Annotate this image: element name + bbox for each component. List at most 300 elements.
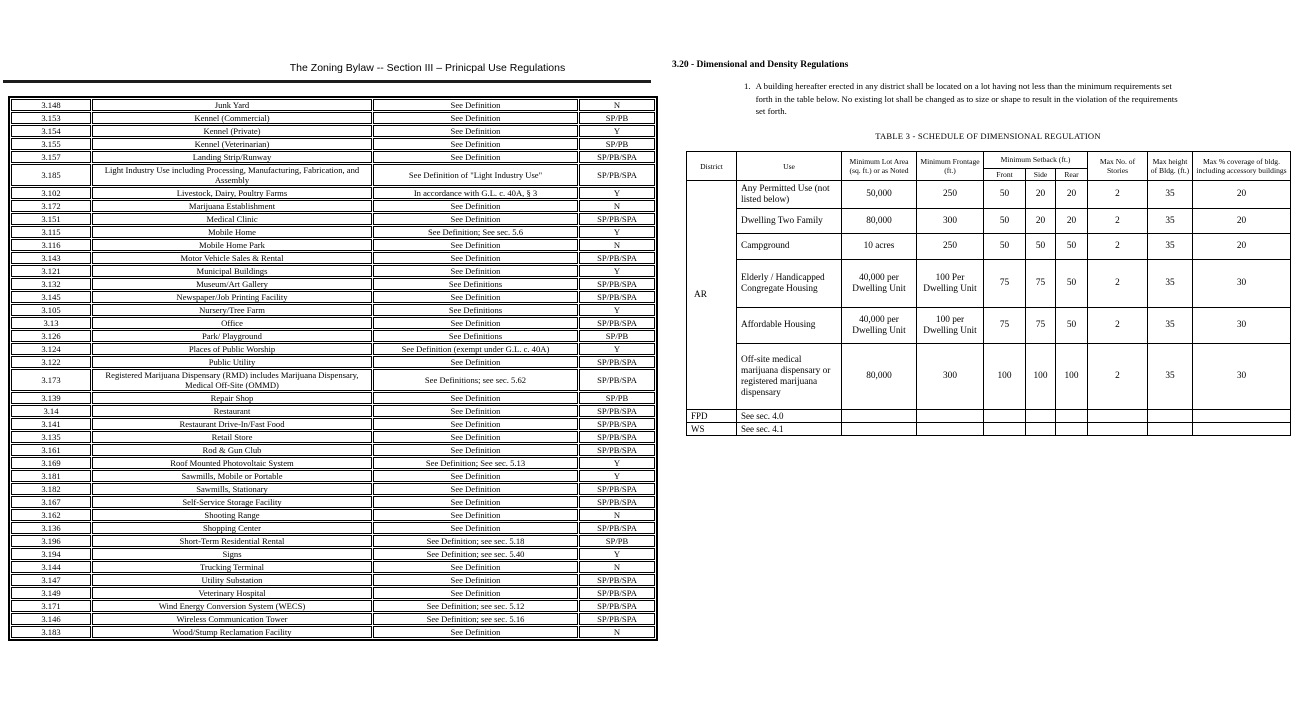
cell-use: Repair Shop: [92, 392, 372, 404]
table-row: [11, 613, 655, 625]
cell-definition: See Definition; see sec. 5.40: [373, 548, 578, 560]
cell-use: Landing Strip/Runway: [92, 151, 372, 163]
cell-section: 3.102: [11, 187, 91, 199]
cell-definition: See Definition: [373, 392, 578, 404]
cell-definition: See Definition: [373, 151, 578, 163]
cell-min-frontage: 300: [917, 344, 984, 410]
table-row: [687, 260, 1291, 308]
table-row: [687, 308, 1291, 344]
cell-max-coverage: 20: [1193, 181, 1291, 209]
table-row: [687, 423, 1291, 436]
cell-min-lot-area: 10 acres: [842, 234, 917, 260]
table-row: [11, 496, 655, 508]
table-row: [11, 125, 655, 137]
paragraph-text: A building hereafter erected in any district shall be located on a lot having not less than the minimum requirements set forth in the table below. No existing lot shall be changed as to size or shape to result in the violation of the requirements set forth.: [755, 81, 1178, 117]
cell-use: Signs: [92, 548, 372, 560]
cell-section: 3.185: [11, 164, 91, 186]
table-row: [11, 138, 655, 150]
cell-max-stories: 2: [1088, 209, 1148, 234]
cell-max-height: 35: [1148, 181, 1193, 209]
cell-use: Office: [92, 317, 372, 329]
cell-max-height: 35: [1148, 234, 1193, 260]
cell-use: Self-Service Storage Facility: [92, 496, 372, 508]
table-row: [11, 343, 655, 355]
cell-use: Veterinary Hospital: [92, 587, 372, 599]
cell-definition: See Definition: [373, 444, 578, 456]
cell-status: SP/PB/SPA: [579, 613, 655, 625]
cell-section: 3.146: [11, 613, 91, 625]
table-row: [11, 548, 655, 560]
table-row: [11, 369, 655, 391]
cell-section: 3.121: [11, 265, 91, 277]
cell-status: SP/PB/SPA: [579, 418, 655, 430]
table-row: [11, 200, 655, 212]
cell-use: Wireless Communication Tower: [92, 613, 372, 625]
cell-section: 3.14: [11, 405, 91, 417]
cell-definition: See Definition: [373, 125, 578, 137]
cell-definition: See Definition: [373, 431, 578, 443]
cell-status: SP/PB/SPA: [579, 405, 655, 417]
cell-definition: See Definition: [373, 138, 578, 150]
cell-section: 3.124: [11, 343, 91, 355]
cell-setback-side: 100: [1026, 344, 1056, 410]
cell-empty: [1148, 410, 1193, 423]
table-row: [11, 431, 655, 443]
cell-status: N: [579, 99, 655, 111]
cell-status: SP/PB/SPA: [579, 213, 655, 225]
table-row: [687, 344, 1291, 410]
cell-setback-front: 50: [984, 234, 1026, 260]
cell-definition: See Definition: [373, 356, 578, 368]
cell-max-stories: 2: [1088, 308, 1148, 344]
cell-status: SP/PB: [579, 138, 655, 150]
cell-use: Mobile Home: [92, 226, 372, 238]
cell-definition: See Definition: [373, 265, 578, 277]
cell-empty: [1148, 423, 1193, 436]
cell-empty: [1193, 423, 1291, 436]
cell-section: 3.132: [11, 278, 91, 290]
cell-definition: See Definition; see sec. 5.16: [373, 613, 578, 625]
cell-section: 3.161: [11, 444, 91, 456]
cell-use: Livestock, Dairy, Poultry Farms: [92, 187, 372, 199]
table-row: [11, 483, 655, 495]
cell-section: 3.126: [11, 330, 91, 342]
cell-min-frontage: 250: [917, 181, 984, 209]
table-row: [11, 99, 655, 111]
cell-definition: See Definition: [373, 509, 578, 521]
table-row: [11, 330, 655, 342]
cell-status: N: [579, 239, 655, 251]
cell-definition: See Definition; See sec. 5.6: [373, 226, 578, 238]
cell-use: Nursery/Tree Farm: [92, 304, 372, 316]
cell-setback-front: 50: [984, 181, 1026, 209]
cell-max-coverage: 20: [1193, 234, 1291, 260]
cell-definition: See Definitions: [373, 278, 578, 290]
cell-min-lot-area: 40,000 per Dwelling Unit: [842, 308, 917, 344]
cell-status: Y: [579, 548, 655, 560]
cell-status: SP/PB/SPA: [579, 483, 655, 495]
cell-max-height: 35: [1148, 209, 1193, 234]
cell-min-frontage: 100 Per Dwelling Unit: [917, 260, 984, 308]
cell-definition: See Definition; see sec. 5.18: [373, 535, 578, 547]
table-row: [11, 444, 655, 456]
table-row: [11, 574, 655, 586]
table-row: [11, 470, 655, 482]
cell-use: Junk Yard: [92, 99, 372, 111]
cell-district: WS: [687, 423, 737, 436]
cell-setback-side: 20: [1026, 181, 1056, 209]
header-max-stories: Max No. of Stories: [1088, 152, 1148, 181]
header-min-lot-area: Minimum Lot Area (sq. ft.) or as Noted: [842, 152, 917, 181]
cell-district: FPD: [687, 410, 737, 423]
cell-min-lot-area: 80,000: [842, 344, 917, 410]
cell-section: 3.171: [11, 600, 91, 612]
table-row: [11, 418, 655, 430]
table-row: [11, 278, 655, 290]
cell-definition: See Definition: [373, 587, 578, 599]
cell-use: Shopping Center: [92, 522, 372, 534]
cell-use: Rod & Gun Club: [92, 444, 372, 456]
cell-section: 3.105: [11, 304, 91, 316]
cell-status: Y: [579, 343, 655, 355]
cell-section: 3.141: [11, 418, 91, 430]
table-row: [687, 181, 1291, 209]
left-page-title: The Zoning Bylaw -- Section III – Prinicpal Use Regulations: [289, 62, 566, 74]
cell-empty: [984, 423, 1026, 436]
cell-setback-front: 100: [984, 344, 1026, 410]
cell-section: 3.136: [11, 522, 91, 534]
cell-empty: [1193, 410, 1291, 423]
cell-max-coverage: 30: [1193, 308, 1291, 344]
cell-use: Public Utility: [92, 356, 372, 368]
cell-use: Newspaper/Job Printing Facility: [92, 291, 372, 303]
cell-section: 3.139: [11, 392, 91, 404]
cell-definition: See Definition: [373, 561, 578, 573]
cell-setback-side: 75: [1026, 308, 1056, 344]
cell-max-coverage: 30: [1193, 260, 1291, 308]
cell-status: SP/PB/SPA: [579, 356, 655, 368]
cell-setback-front: 75: [984, 308, 1026, 344]
cell-status: SP/PB/SPA: [579, 431, 655, 443]
cell-use: Off-site medical marijuana dispensary or registered marijuana dispensary: [737, 344, 842, 410]
cell-setback-front: 50: [984, 209, 1026, 234]
cell-section: 3.145: [11, 291, 91, 303]
cell-status: SP/PB/SPA: [579, 587, 655, 599]
cell-use: Sawmills, Mobile or Portable: [92, 470, 372, 482]
cell-setback-rear: 100: [1056, 344, 1088, 410]
cell-status: SP/PB/SPA: [579, 291, 655, 303]
cell-definition: See Definition: [373, 574, 578, 586]
table-row: [687, 234, 1291, 260]
cell-definition: See Definitions: [373, 330, 578, 342]
cell-use: See sec. 4.0: [737, 410, 842, 423]
cell-use: Wood/Stump Reclamation Facility: [92, 626, 372, 638]
header-min-setback: Minimum Setback (ft.): [984, 152, 1088, 169]
cell-use: Any Permitted Use (not listed below): [737, 181, 842, 209]
cell-max-stories: 2: [1088, 344, 1148, 410]
header-use: Use: [737, 152, 842, 181]
cell-setback-rear: 50: [1056, 234, 1088, 260]
table-row: [11, 213, 655, 225]
cell-definition: See Definition: [373, 99, 578, 111]
cell-section: 3.115: [11, 226, 91, 238]
cell-definition: See Definition of "Light Industry Use": [373, 164, 578, 186]
cell-status: Y: [579, 265, 655, 277]
cell-setback-rear: 20: [1056, 181, 1088, 209]
cell-section: 3.181: [11, 470, 91, 482]
cell-status: N: [579, 509, 655, 521]
table-row: [11, 587, 655, 599]
cell-max-stories: 2: [1088, 234, 1148, 260]
table-row: [11, 265, 655, 277]
header-min-frontage: Minimum Frontage (ft.): [917, 152, 984, 181]
cell-definition: See Definition: [373, 496, 578, 508]
cell-max-stories: 2: [1088, 260, 1148, 308]
cell-empty: [917, 423, 984, 436]
cell-use: Marijuana Establishment: [92, 200, 372, 212]
cell-use: Dwelling Two Family: [737, 209, 842, 234]
cell-section: 3.122: [11, 356, 91, 368]
cell-use: Elderly / Handicapped Congregate Housing: [737, 260, 842, 308]
cell-section: 3.135: [11, 431, 91, 443]
cell-status: SP/PB: [579, 392, 655, 404]
cell-use: Retail Store: [92, 431, 372, 443]
cell-use: Roof Mounted Photovoltaic System: [92, 457, 372, 469]
table-row: [11, 509, 655, 521]
cell-max-height: 35: [1148, 260, 1193, 308]
cell-status: N: [579, 626, 655, 638]
cell-use: Sawmills, Stationary: [92, 483, 372, 495]
cell-section: 3.196: [11, 535, 91, 547]
cell-status: N: [579, 200, 655, 212]
dimensional-regulation-table: [686, 151, 1291, 436]
cell-definition: See Definition: [373, 200, 578, 212]
cell-use: Motor Vehicle Sales & Rental: [92, 252, 372, 264]
cell-empty: [1026, 423, 1056, 436]
cell-definition: See Definition: [373, 626, 578, 638]
cell-use: See sec. 4.1: [737, 423, 842, 436]
cell-use: Registered Marijuana Dispensary (RMD) includes Marijuana Dispensary, Medical Off-Site (OMMD): [92, 369, 372, 391]
cell-definition: See Definition: [373, 112, 578, 124]
cell-empty: [1056, 410, 1088, 423]
cell-setback-rear: 50: [1056, 308, 1088, 344]
cell-max-stories: 2: [1088, 181, 1148, 209]
cell-section: 3.116: [11, 239, 91, 251]
table-row: [11, 151, 655, 163]
cell-max-coverage: 20: [1193, 209, 1291, 234]
table-row: [11, 291, 655, 303]
cell-status: SP/PB/SPA: [579, 574, 655, 586]
cell-status: SP/PB/SPA: [579, 522, 655, 534]
header-setback-front: Front: [984, 169, 1026, 181]
cell-status: SP/PB: [579, 535, 655, 547]
cell-definition: See Definitions: [373, 304, 578, 316]
cell-section: 3.144: [11, 561, 91, 573]
table-row: [687, 410, 1291, 423]
cell-max-height: 35: [1148, 344, 1193, 410]
cell-use: Museum/Art Gallery: [92, 278, 372, 290]
cell-section: 3.157: [11, 151, 91, 163]
cell-min-lot-area: 50,000: [842, 181, 917, 209]
cell-section: 3.155: [11, 138, 91, 150]
cell-definition: See Definition; See sec. 5.13: [373, 457, 578, 469]
cell-definition: See Definition: [373, 418, 578, 430]
cell-use: Places of Public Worship: [92, 343, 372, 355]
cell-definition: See Definition: [373, 317, 578, 329]
cell-section: 3.162: [11, 509, 91, 521]
cell-section: 3.169: [11, 457, 91, 469]
cell-status: Y: [579, 457, 655, 469]
cell-section: 3.149: [11, 587, 91, 599]
title-rule: [3, 80, 651, 83]
cell-use: Kennel (Private): [92, 125, 372, 137]
cell-min-frontage: 100 per Dwelling Unit: [917, 308, 984, 344]
cell-use: Light Industry Use including Processing, Manufacturing, Fabrication, and Assembly: [92, 164, 372, 186]
cell-definition: See Definition: [373, 252, 578, 264]
cell-section: 3.183: [11, 626, 91, 638]
table-row: [11, 187, 655, 199]
cell-status: Y: [579, 304, 655, 316]
cell-empty: [1056, 423, 1088, 436]
cell-max-height: 35: [1148, 308, 1193, 344]
cell-use: Short-Term Residential Rental: [92, 535, 372, 547]
cell-use: Restaurant: [92, 405, 372, 417]
header-setback-rear: Rear: [1056, 169, 1088, 181]
cell-setback-side: 75: [1026, 260, 1056, 308]
cell-definition: See Definition: [373, 213, 578, 225]
header-row-main: [687, 152, 1291, 169]
cell-status: SP/PB/SPA: [579, 317, 655, 329]
cell-use: Affordable Housing: [737, 308, 842, 344]
cell-min-frontage: 300: [917, 209, 984, 234]
cell-use: Wind Energy Conversion System (WECS): [92, 600, 372, 612]
table-row: [11, 392, 655, 404]
table-row: [11, 164, 655, 186]
cell-empty: [1088, 410, 1148, 423]
cell-definition: See Definition: [373, 239, 578, 251]
cell-section: 3.167: [11, 496, 91, 508]
table-row: [11, 356, 655, 368]
cell-min-frontage: 250: [917, 234, 984, 260]
paragraph-number: 1.: [744, 81, 751, 91]
cell-status: Y: [579, 125, 655, 137]
cell-use: Trucking Terminal: [92, 561, 372, 573]
table3-title: TABLE 3 - SCHEDULE OF DIMENSIONAL REGULATION: [875, 131, 1101, 141]
cell-section: 3.173: [11, 369, 91, 391]
table-row: [11, 535, 655, 547]
cell-definition: See Definition: [373, 522, 578, 534]
cell-definition: See Definition (exempt under G.L. c. 40A): [373, 343, 578, 355]
table-row: [11, 600, 655, 612]
paragraph-1: [744, 80, 1184, 118]
cell-use: Campground: [737, 234, 842, 260]
cell-use: Kennel (Commercial): [92, 112, 372, 124]
cell-setback-side: 50: [1026, 234, 1056, 260]
cell-definition: See Definition: [373, 470, 578, 482]
cell-empty: [917, 410, 984, 423]
section-heading: 3.20 - Dimensional and Density Regulations: [672, 60, 849, 70]
cell-definition: See Definition: [373, 405, 578, 417]
cell-use: Restaurant Drive-In/Fast Food: [92, 418, 372, 430]
cell-max-coverage: 30: [1193, 344, 1291, 410]
cell-status: SP/PB/SPA: [579, 164, 655, 186]
cell-section: 3.13: [11, 317, 91, 329]
cell-status: SP/PB/SPA: [579, 151, 655, 163]
cell-status: SP/PB/SPA: [579, 496, 655, 508]
cell-district: AR: [687, 181, 737, 410]
principal-use-table: [8, 96, 658, 641]
table-row: [11, 561, 655, 573]
cell-status: SP/PB: [579, 330, 655, 342]
table-row: [11, 252, 655, 264]
cell-section: 3.172: [11, 200, 91, 212]
cell-section: 3.153: [11, 112, 91, 124]
cell-status: Y: [579, 187, 655, 199]
cell-section: 3.143: [11, 252, 91, 264]
cell-use: Shooting Range: [92, 509, 372, 521]
cell-empty: [1088, 423, 1148, 436]
cell-setback-rear: 50: [1056, 260, 1088, 308]
cell-section: 3.147: [11, 574, 91, 586]
cell-min-lot-area: 40,000 per Dwelling Unit: [842, 260, 917, 308]
cell-use: Municipal Buildings: [92, 265, 372, 277]
table-row: [11, 626, 655, 638]
cell-definition: In accordance with G.L. c. 40A, § 3: [373, 187, 578, 199]
cell-definition: See Definition; see sec. 5.12: [373, 600, 578, 612]
cell-status: SP/PB/SPA: [579, 252, 655, 264]
header-max-height: Max height of Bldg. (ft.): [1148, 152, 1193, 181]
cell-status: SP/PB/SPA: [579, 444, 655, 456]
cell-min-lot-area: 80,000: [842, 209, 917, 234]
header-setback-side: Side: [1026, 169, 1056, 181]
table-row: [11, 457, 655, 469]
cell-definition: See Definition: [373, 483, 578, 495]
cell-status: SP/PB: [579, 112, 655, 124]
table-row: [11, 239, 655, 251]
cell-status: SP/PB/SPA: [579, 369, 655, 391]
cell-use: Kennel (Veterinarian): [92, 138, 372, 150]
header-district: District: [687, 152, 737, 181]
cell-definition: See Definition: [373, 291, 578, 303]
cell-status: Y: [579, 226, 655, 238]
cell-status: SP/PB/SPA: [579, 600, 655, 612]
cell-definition: See Definitions; see sec. 5.62: [373, 369, 578, 391]
cell-empty: [1026, 410, 1056, 423]
cell-section: 3.151: [11, 213, 91, 225]
table-row: [11, 522, 655, 534]
table-row: [11, 112, 655, 124]
cell-use: Mobile Home Park: [92, 239, 372, 251]
cell-setback-rear: 20: [1056, 209, 1088, 234]
cell-use: Park/ Playground: [92, 330, 372, 342]
cell-status: N: [579, 561, 655, 573]
cell-empty: [842, 423, 917, 436]
cell-empty: [842, 410, 917, 423]
cell-section: 3.182: [11, 483, 91, 495]
header-max-coverage: Max % coverage of bldg. including accessory buildings: [1193, 152, 1291, 181]
cell-setback-front: 75: [984, 260, 1026, 308]
table-row: [11, 226, 655, 238]
table-row: [11, 405, 655, 417]
cell-status: Y: [579, 470, 655, 482]
cell-use: Utility Substation: [92, 574, 372, 586]
table-row: [11, 304, 655, 316]
table-row: [11, 317, 655, 329]
cell-empty: [984, 410, 1026, 423]
cell-setback-side: 20: [1026, 209, 1056, 234]
cell-use: Medical Clinic: [92, 213, 372, 225]
table-row: [687, 209, 1291, 234]
